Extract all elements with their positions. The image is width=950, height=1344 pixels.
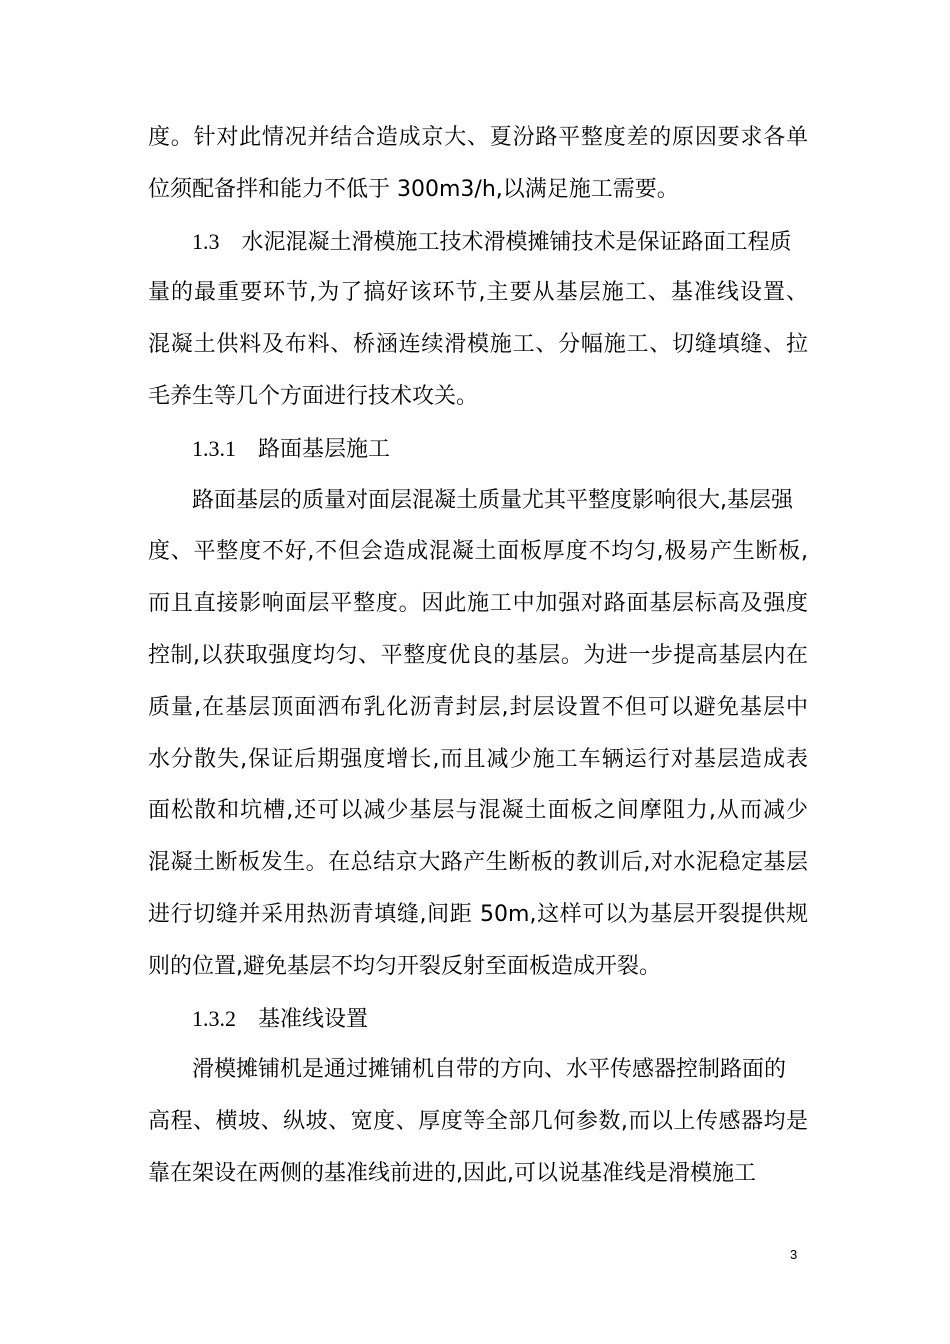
text-line: 度、平整度不好,不但会造成混凝土面板厚度不均匀,极易产生断板, xyxy=(148,539,808,565)
body-text xyxy=(148,112,808,1200)
section-title: 基准线设置 xyxy=(258,1006,369,1032)
text-line: 量的最重要环节,为了搞好该环节,主要从基层施工、基准线设置、 xyxy=(148,280,808,306)
section-number: 1.3 xyxy=(192,228,220,254)
text-line: 混凝土供料及布料、桥涵连续滑模施工、分幅施工、切缝填缝、拉 xyxy=(148,332,808,358)
section-heading-1-3-1 xyxy=(148,423,808,475)
text-line: 路面基层的质量对面层混凝土质量尤其平整度影响很大,基层强 xyxy=(192,487,793,513)
section-number: 1.3.2 xyxy=(192,1005,236,1031)
text-line: 面松散和坑槽,还可以减少基层与混凝土面板之间摩阻力,从而减少 xyxy=(148,798,808,824)
text-line: 水分散失,保证后期强度增长,而且减少施工车辆运行对基层造成表 xyxy=(148,746,808,772)
section-heading-1-3-2 xyxy=(148,993,808,1045)
section-title: 路面基层施工 xyxy=(258,436,391,462)
text-line: 控制,以获取强度均匀、平整度优良的基层。为进一步提高基层内在 xyxy=(148,642,808,668)
text-line: 进行切缝并采用热沥青填缝,间距 50m,这样可以为基层开裂提供规 xyxy=(148,901,809,927)
text-line: 位须配备拌和能力不低于 300m3/h,以满足施工需要。 xyxy=(148,176,679,202)
section-heading-1-3 xyxy=(148,216,808,268)
text-line: 则的位置,避免基层不均匀开裂反射至面板造成开裂。 xyxy=(148,953,661,979)
text-line: 滑模摊铺机是通过摊铺机自带的方向、水平传感器控制路面的 xyxy=(192,1057,787,1083)
text-line: 靠在架设在两侧的基准线前进的,因此,可以说基准线是滑模施工 xyxy=(148,1160,756,1186)
page-number: 3 xyxy=(790,1247,798,1262)
text-line: 质量,在基层顶面洒布乳化沥青封层,封层设置不但可以避免基层中 xyxy=(148,694,808,720)
section-title: 水泥混凝土滑模施工技术滑模摊铺技术是保证路面工程质 xyxy=(241,229,792,255)
text-line: 高程、横坡、纵坡、宽度、厚度等全部几何参数,而以上传感器均是 xyxy=(148,1109,808,1135)
section-number: 1.3.1 xyxy=(192,435,236,461)
text-line: 度。针对此情况并结合造成京大、夏汾路平整度差的原因要求各单 xyxy=(148,125,808,150)
text-line: 混凝土断板发生。在总结京大路产生断板的教训后,对水泥稳定基层 xyxy=(148,850,808,876)
text-line: 毛养生等几个方面进行技术攻关。 xyxy=(148,383,479,409)
text-line: 而且直接影响面层平整度。因此施工中加强对路面基层标高及强度 xyxy=(148,591,808,617)
